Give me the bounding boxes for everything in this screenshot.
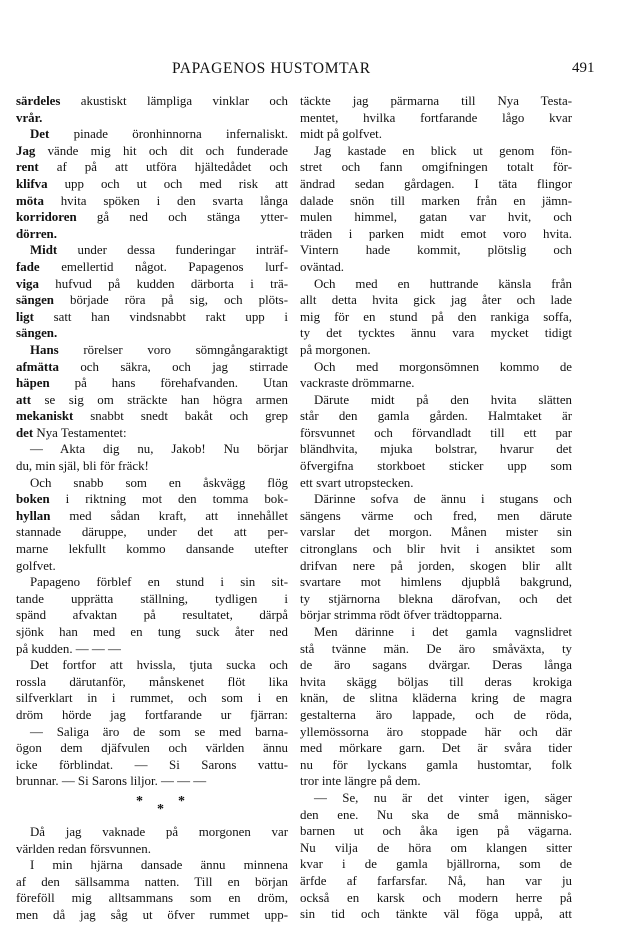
text-line [16,143,288,160]
line-text: Papageno förblef en stund i sin sit- [30,575,288,590]
text-line [16,740,288,757]
line-text: ty det tycktes ännu vara mycket tidigt [300,326,572,341]
line-text: knän, de slitna kläderna kring de magra [300,691,572,706]
text-line [16,907,288,924]
text-line [300,591,572,608]
text-line [300,425,572,442]
line-text: vackraste drömmarne. [300,376,415,391]
text-line [300,242,572,259]
text-line [16,392,288,409]
text-line [16,458,288,475]
text-line [16,508,288,525]
text-line [16,657,288,674]
text-line [300,757,572,774]
text-line [300,740,572,757]
text-line [16,690,288,707]
line-text: dröm hörde jag fortfarande ur fjärran: [16,707,288,722]
text-line [16,724,288,741]
line-text: ändrad sedan gårdagen. I täta flingor [300,176,572,191]
text-line [16,857,288,874]
text-line [300,193,572,210]
line-text: också en karsk och modern herre på [300,890,572,905]
line-text: barnen ut och åka igen på vägarna. [300,824,572,839]
emphasized-word: att [16,392,32,407]
line-text: stret och fann omgifningen totalt för- [300,160,572,175]
running-title: PAPAGENOS HUSTOMTAR [172,60,371,77]
line-text: drifvan nere på jorden, skogen blir allt [300,558,572,573]
text-line [16,226,288,243]
line-text: ögon dem djäfvulen och världen ännu [16,741,288,756]
text-line [300,807,572,824]
emphasized-word: dörren. [16,226,57,241]
line-text: och säkra, och jag stirrade [58,359,288,374]
line-text: Vintern hade kommit, plötslig och [300,243,572,258]
text-line [300,773,572,790]
emphasized-word: vrår. [16,110,43,125]
line-text: Då jag vaknade på morgonen var [30,824,288,839]
line-text: varslar det morgon. Månen mister sin [300,525,572,540]
text-line [300,674,572,691]
text-line [300,607,572,624]
text-line [16,359,288,376]
text-line [300,840,572,857]
running-head [0,60,640,80]
text-line [300,276,572,293]
line-text: af den sällsamma natten. Till en början [16,874,288,889]
line-text: marne lekfullt kommo dansande utefter [16,542,288,557]
text-line [16,209,288,226]
line-text: akustiskt lämpliga vinklar och [60,94,288,108]
line-text: försvunnet och förvandladt till ett par [300,425,572,440]
line-text: satt han vindsnabbt rakt upp i [33,309,288,324]
line-text: de äro sagans dvärgar. Deras långa [300,658,572,673]
text-line [16,309,288,326]
text-line [16,110,288,127]
line-text: på kudden. — — — [16,641,121,656]
line-text: kvar i de gamla bjällrorna, som de [300,857,572,872]
text-line [16,193,288,210]
emphasized-word: Hans [30,342,59,357]
text-line [16,607,288,624]
line-text: mig för en stund på den rankiga soffa, [300,309,572,324]
emphasized-word: viga [16,276,39,291]
line-text: dalade snön till marken från en jämn- [300,193,572,208]
line-text: ett svart utropstecken. [300,475,414,490]
line-text: citronglans och blir hvit i ansiktet som [300,542,572,557]
line-text: träden i parken midt emot voro hvita. [300,226,572,241]
text-line [16,524,288,541]
text-line [300,724,572,741]
text-line [16,292,288,309]
text-line [16,674,288,691]
text-line [300,126,572,143]
line-text: hufvud på kudden därborta i trä- [38,276,288,291]
text-line [300,906,572,923]
text-line [16,276,288,293]
text-line [16,890,288,907]
emphasized-word: häpen [16,376,50,391]
emphasized-word: hyllan [16,508,51,523]
line-text: men då jag såg ut öfver rummet upp- [16,907,288,922]
text-line [300,690,572,707]
line-text: spänd afvaktan på resultatet, därpå [16,608,288,623]
text-line [300,259,572,276]
text-line [16,558,288,575]
text-line [300,574,572,591]
text-line [16,707,288,724]
line-text: emellertid något. Papagenos lurf- [39,259,288,274]
text-line [16,242,288,259]
text-line [300,325,572,342]
emphasized-word: sängen. [16,326,58,341]
emphasized-word: mekaniskt [16,409,74,424]
line-text: mentet, hvilka fortfarande lågo kvar [300,110,572,125]
emphasized-word: Jag [16,143,36,158]
line-text: sjönk han med en tung suck åter ned [16,625,288,639]
text-line [16,441,288,458]
text-line [300,392,572,409]
text-line [300,93,572,110]
line-text: tande upprätta ställning, tydligen i [16,591,288,606]
asterism-star: * [157,801,164,817]
line-text: ty stjärnorna blekna därofvan, och det [300,591,572,606]
text-line [300,159,572,176]
text-line [16,624,288,641]
text-line [16,342,288,359]
emphasized-word: afmätta [16,359,59,374]
line-text: Därinne sofva de ännu i stugans och [314,492,572,507]
emphasized-word: det [16,425,34,440]
line-text: hvita skägg böljas till deras krokiga [300,674,572,689]
line-text: med mörkare garn. Det är svåra tider [300,741,572,756]
section-break [16,790,288,824]
text-line [300,790,572,807]
text-line [16,408,288,425]
line-text: Nya Testamentet: [33,425,127,440]
emphasized-word: rent [16,160,39,175]
asterism-star: * [136,793,143,809]
line-text: ärfde af farfarsfar. Nå, han var ju [300,873,572,888]
text-line [300,342,572,359]
line-text: sängens värme och fred, men därute [300,508,572,523]
emphasized-word: ligt [16,309,34,324]
text-line [16,176,288,193]
line-text: öfvergifna storkboet sticker upp som [300,459,572,474]
text-line [16,159,288,176]
text-line [16,126,288,143]
line-text: rörelser voro sömngångaraktigt [58,342,288,357]
text-line [300,856,572,873]
line-text: tror inte längre på dem. [300,774,421,789]
text-line [300,823,572,840]
text-line [16,491,288,508]
text-line [300,657,572,674]
line-text: med sådan kraft, att innehållet [50,508,288,523]
text-line [300,375,572,392]
line-text: världen redan försvunnen. [16,841,151,856]
text-line [300,209,572,226]
line-text: pinade öronhinnorna infernaliskt. [49,127,288,142]
line-text: under dessa funderingar inträf- [57,243,288,258]
line-text: föreföll mig alltsammans som en dröm, [16,891,288,906]
text-line [300,508,572,525]
text-line [300,707,572,724]
text-line [300,309,572,326]
line-text: icke förblindat. — Si Sarons vattu- [16,757,288,772]
text-line [16,841,288,858]
line-text: i riktning mot den tomma bok- [49,492,288,507]
line-text: Och med en huttrande känsla från [314,276,572,291]
line-text: brunnar. — Si Sarons liljor. — — — [16,774,207,789]
line-text: — Se, nu är det vinter igen, säger [314,790,572,805]
line-text: af på att utföra hjältedådet och [38,160,288,175]
line-text: se sig om sträckte han högra armen [31,392,288,407]
line-text: Men därinne i det gamla vagnslidret [314,625,572,639]
text-line [300,408,572,425]
text-line [16,375,288,392]
left-column [16,93,288,924]
emphasized-word: korridoren [16,210,77,225]
line-text: bländhvita, mjuka bolstrar, hvarur det [300,442,572,457]
text-line [16,641,288,658]
text-line [16,773,288,790]
page-number: 491 [572,60,595,76]
line-text: gestalterna äro lappade, och de röda, [300,707,572,722]
line-text: gå ned och stänga ytter- [76,210,288,225]
emphasized-word: Midt [30,243,58,258]
line-text: rossla därutanför, månskenet flöt lika [16,674,288,689]
text-line [16,874,288,891]
text-line [300,524,572,541]
text-line [300,890,572,907]
line-text: vände mig hit och dit och funderade [35,143,288,158]
text-line [300,641,572,658]
text-line [16,757,288,774]
text-line [16,591,288,608]
text-line [300,491,572,508]
text-line [16,325,288,342]
line-text: I min hjärna dansade ännu minnena [30,858,288,873]
line-text: du, min själ, bli för fräck! [16,459,149,474]
line-text: började röra på sig, och plöts- [53,293,288,308]
line-text: — Akta dig nu, Jakob! Nu börjar [30,442,288,457]
text-line [16,475,288,492]
text-line [300,624,572,641]
emphasized-word: Det [30,127,50,142]
text-line [16,259,288,276]
line-text: midt på golfvet. [300,127,382,142]
line-text: oväntad. [300,259,345,274]
line-text: Därute midt på den hvita slätten [314,392,572,407]
text-line [300,873,572,890]
line-text: snabbt snedt bakåt och grep [73,409,288,424]
line-text: Jag kastade en blick ut genom fön- [314,143,572,158]
line-text: står den gamla gården. Halmtaket är [300,409,572,424]
text-line [300,441,572,458]
line-text: börjar strimma rödt öfver trädtopparna. [300,608,503,623]
line-text: Det fortfor att hvissla, tjuta sucka och [30,658,288,673]
line-text: på morgonen. [300,342,371,357]
line-text: silfverklart in i rummet, och som i en [16,691,288,706]
emphasized-word: särdeles [16,94,61,108]
line-text: på hans förehafvanden. Utan [49,376,288,391]
text-line [300,226,572,243]
line-text: — Saliga äro de som se med barna- [30,724,288,739]
line-text: nu för lyckans gamla hustomtar, folk [300,757,572,772]
text-line [300,143,572,160]
text-line [16,541,288,558]
line-text: sin tid och tänkte väl föga uppå, att [300,907,572,922]
asterism-star: * [178,793,185,809]
text-line [16,93,288,110]
text-line [300,541,572,558]
text-line [300,475,572,492]
text-line [16,425,288,442]
text-line [300,458,572,475]
line-text: yllemössorna äro stoppade här och där [300,724,572,739]
text-line [300,176,572,193]
line-text: svartare mot himlens djupblå bakgrund, [300,575,572,590]
emphasized-word: sängen [16,293,54,308]
text-line [16,574,288,591]
line-text: Och med morgonsömnen kommo de [314,359,572,374]
line-text: hvita spöken i den svarta långa [43,193,288,208]
line-text: Och snabb som en åskvägg flög [30,475,288,490]
text-line [300,292,572,309]
line-text: Nu vilja de höra om klangen sitter [300,840,572,855]
line-text: den ene. Nu ska de små människo- [300,807,572,822]
text-line [16,824,288,841]
line-text: upp och ut och med risk att [47,176,288,191]
text-line [300,558,572,575]
emphasized-word: klifva [16,176,48,191]
emphasized-word: boken [16,492,50,507]
text-line [300,110,572,127]
line-text: täckte jag pärmarna till Nya Testa- [300,94,572,108]
line-text: stannade däruppe, under det att per- [16,525,288,540]
line-text: allt detta hvita gick jag åter och lade [300,293,572,308]
text-line [300,359,572,376]
line-text: mulen himmel, gatan var hvit, och [300,210,572,225]
line-text: golfvet. [16,558,56,573]
right-column [300,93,572,923]
emphasized-word: fade [16,259,40,274]
emphasized-word: möta [16,193,44,208]
line-text: stå tvänne män. De äro småväxta, ty [300,641,572,656]
